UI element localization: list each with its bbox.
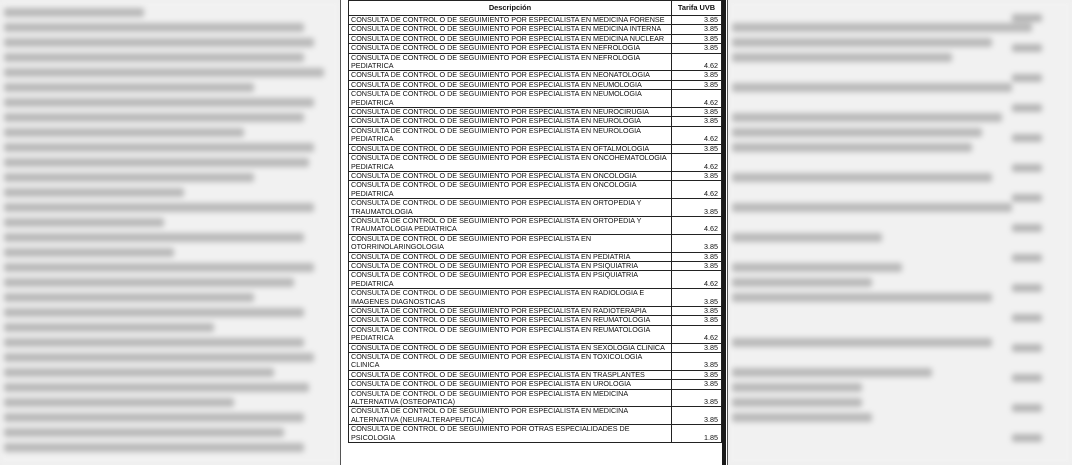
blurred-text-line	[1012, 434, 1042, 442]
blurred-text-line	[732, 338, 992, 347]
row-description: CONSULTA DE CONTROL O DE SEGUIMIENTO POR ESPECIALISTA EN NEUMOLOGIA PEDIATRICA	[349, 90, 672, 108]
table-row	[349, 353, 722, 371]
blurred-text-line	[1012, 284, 1042, 292]
table-row	[349, 316, 722, 325]
table-row	[349, 216, 722, 234]
row-price: 4.62	[672, 90, 722, 108]
row-description: CONSULTA DE CONTROL O DE SEGUIMIENTO POR ESPECIALISTA EN MEDICINA FORENSE	[349, 16, 672, 25]
row-description: CONSULTA DE CONTROL O DE SEGUIMIENTO POR ESPECIALISTA EN PSIQUIATRIA PEDIATRICA	[349, 271, 672, 289]
row-description: CONSULTA DE CONTROL O DE SEGUIMIENTO POR ESPECIALISTA EN OTORRINOLARINGOLOGIA	[349, 234, 672, 252]
blurred-text-line	[4, 428, 284, 437]
table-row	[349, 126, 722, 144]
row-price: 3.85	[672, 108, 722, 117]
table-row	[349, 181, 722, 199]
blurred-text-line	[732, 53, 952, 62]
blurred-text-line	[1012, 404, 1042, 412]
row-price: 3.85	[672, 252, 722, 261]
row-description: CONSULTA DE CONTROL O DE SEGUIMIENTO POR ESPECIALISTA EN OFTALMOLOGIA	[349, 144, 672, 153]
blurred-text-line	[4, 323, 214, 332]
row-description: CONSULTA DE CONTROL O DE SEGUIMIENTO POR ESPECIALISTA EN MEDICINA NUCLEAR	[349, 34, 672, 43]
row-description: CONSULTA DE CONTROL O DE SEGUIMIENTO POR ESPECIALISTA EN RADIOLOGIA E IMAGENES DIAGNOSTICAS	[349, 289, 672, 307]
row-description: CONSULTA DE CONTROL O DE SEGUIMIENTO POR ESPECIALISTA EN PSIQUIATRIA	[349, 261, 672, 270]
blurred-right-page	[728, 0, 1072, 465]
table-row	[349, 117, 722, 126]
row-description: CONSULTA DE CONTROL O DE SEGUIMIENTO POR ESPECIALISTA EN NEONATOLOGIA	[349, 71, 672, 80]
blurred-text-line	[1012, 134, 1042, 142]
blurred-text-line	[732, 173, 992, 182]
row-price: 3.85	[672, 117, 722, 126]
blurred-text-line	[732, 233, 882, 242]
table-row	[349, 71, 722, 80]
blurred-text-line	[732, 83, 1012, 92]
row-price: 3.85	[672, 307, 722, 316]
blurred-text-line	[1012, 314, 1042, 322]
blurred-text-line	[4, 143, 314, 152]
blurred-text-line	[732, 398, 862, 407]
blurred-text-line	[1012, 194, 1042, 202]
row-description: CONSULTA DE CONTROL O DE SEGUIMIENTO POR ESPECIALISTA EN NEUROLOGIA	[349, 117, 672, 126]
row-price: 4.62	[672, 216, 722, 234]
blurred-text-line	[732, 383, 862, 392]
table-body	[349, 16, 722, 443]
row-price: 3.85	[672, 44, 722, 53]
blurred-text-line	[4, 8, 144, 17]
row-description: CONSULTA DE CONTROL O DE SEGUIMIENTO POR ESPECIALISTA EN NEFROLOGIA	[349, 44, 672, 53]
blurred-text-line	[4, 68, 324, 77]
table-row	[349, 289, 722, 307]
column-header-price: Tarifa UVB	[672, 1, 722, 16]
row-description: CONSULTA DE CONTROL O DE SEGUIMIENTO POR ESPECIALISTA EN MEDICINA ALTERNATIVA (NEURALTERAPEUTICA)	[349, 407, 672, 425]
row-description: CONSULTA DE CONTROL O DE SEGUIMIENTO POR ESPECIALISTA EN PEDIATRIA	[349, 252, 672, 261]
blurred-text-line	[4, 263, 314, 272]
row-price: 3.85	[672, 80, 722, 89]
blurred-left-page	[0, 0, 340, 465]
blurred-text-line	[4, 383, 309, 392]
row-price: 3.85	[672, 343, 722, 352]
row-price: 4.62	[672, 126, 722, 144]
blurred-text-line	[4, 233, 304, 242]
blurred-text-line	[732, 413, 872, 422]
blurred-text-line	[4, 53, 304, 62]
row-description: CONSULTA DE CONTROL O DE SEGUIMIENTO POR ESPECIALISTA EN REUMATOLOGIA PEDIATRICA	[349, 325, 672, 343]
blurred-text-line	[4, 83, 254, 92]
blurred-text-line	[1012, 104, 1042, 112]
blurred-text-line	[1012, 374, 1042, 382]
row-price: 3.85	[672, 316, 722, 325]
blurred-text-line	[4, 113, 304, 122]
blurred-text-line	[4, 173, 254, 182]
blurred-text-line	[732, 23, 1032, 32]
blurred-text-line	[732, 143, 972, 152]
blurred-text-line	[732, 278, 872, 287]
blurred-text-line	[1012, 14, 1042, 22]
blurred-text-line	[732, 128, 982, 137]
row-description: CONSULTA DE CONTROL O DE SEGUIMIENTO POR ESPECIALISTA EN RADIOTERAPIA	[349, 307, 672, 316]
row-description: CONSULTA DE CONTROL O DE SEGUIMIENTO POR ESPECIALISTA EN SEXOLOGIA CLINICA	[349, 343, 672, 352]
row-price: 3.85	[672, 380, 722, 389]
row-price: 3.85	[672, 171, 722, 180]
blurred-text-line	[4, 293, 254, 302]
blurred-text-line	[4, 413, 304, 422]
blurred-text-line	[732, 263, 902, 272]
row-price: 3.85	[672, 370, 722, 379]
row-description: CONSULTA DE CONTROL O DE SEGUIMIENTO POR ESPECIALISTA EN ORTOPEDIA Y TRAUMATOLOGIA PEDIATRICA	[349, 216, 672, 234]
row-description: CONSULTA DE CONTROL O DE SEGUIMIENTO POR ESPECIALISTA EN NEUMOLOGIA	[349, 80, 672, 89]
row-price: 3.85	[672, 407, 722, 425]
document-page	[340, 0, 728, 465]
blurred-text-line	[4, 188, 184, 197]
row-price: 3.85	[672, 353, 722, 371]
blurred-text-line	[4, 338, 304, 347]
row-price: 3.85	[672, 389, 722, 407]
row-price: 4.62	[672, 154, 722, 172]
row-description: CONSULTA DE CONTROL O DE SEGUIMIENTO POR ESPECIALISTA EN UROLOGIA	[349, 380, 672, 389]
blurred-text-line	[4, 128, 244, 137]
table-row	[349, 234, 722, 252]
blurred-text-line	[1012, 44, 1042, 52]
blurred-text-line	[1012, 344, 1042, 352]
row-price: 3.85	[672, 16, 722, 25]
blurred-text-line	[4, 398, 234, 407]
row-price: 3.85	[672, 234, 722, 252]
row-price: 3.85	[672, 199, 722, 217]
row-description: CONSULTA DE CONTROL O DE SEGUIMIENTO POR ESPECIALISTA EN REUMATOLOGIA	[349, 316, 672, 325]
table-row	[349, 199, 722, 217]
table-row	[349, 325, 722, 343]
tariff-table	[348, 0, 722, 443]
column-header-description: Descripción	[349, 1, 672, 16]
row-description: CONSULTA DE CONTROL O DE SEGUIMIENTO POR ESPECIALISTA EN TRASPLANTES	[349, 370, 672, 379]
row-price: 3.85	[672, 144, 722, 153]
row-price: 4.62	[672, 53, 722, 71]
table-row	[349, 53, 722, 71]
table-row	[349, 407, 722, 425]
row-description: CONSULTA DE CONTROL O DE SEGUIMIENTO POR ESPECIALISTA EN MEDICINA INTERNA	[349, 25, 672, 34]
row-price: 4.62	[672, 181, 722, 199]
blurred-text-line	[1012, 74, 1042, 82]
row-description: CONSULTA DE CONTROL O DE SEGUIMIENTO POR ESPECIALISTA EN ONCOLOGIA PEDIATRICA	[349, 181, 672, 199]
table-row	[349, 90, 722, 108]
row-description: CONSULTA DE CONTROL O DE SEGUIMIENTO POR ESPECIALISTA EN NEUROLOGIA PEDIATRICA	[349, 126, 672, 144]
table-row	[349, 44, 722, 53]
blurred-text-line	[732, 38, 992, 47]
row-description: CONSULTA DE CONTROL O DE SEGUIMIENTO POR ESPECIALISTA EN ONCOHEMATOLOGIA PEDIATRICA	[349, 154, 672, 172]
row-price: 3.85	[672, 25, 722, 34]
table-row	[349, 271, 722, 289]
blurred-text-line	[4, 38, 314, 47]
blurred-text-line	[732, 113, 1002, 122]
blurred-text-line	[4, 98, 314, 107]
blurred-text-line	[1012, 164, 1042, 172]
row-price: 4.62	[672, 271, 722, 289]
blurred-text-line	[1012, 254, 1042, 262]
blurred-text-line	[4, 218, 164, 227]
blurred-text-line	[4, 248, 174, 257]
row-description: CONSULTA DE CONTROL O DE SEGUIMIENTO POR ESPECIALISTA EN ORTOPEDIA Y TRAUMATOLOGIA	[349, 199, 672, 217]
row-price: 3.85	[672, 34, 722, 43]
blurred-text-line	[732, 293, 992, 302]
table-row	[349, 25, 722, 34]
row-price: 4.62	[672, 325, 722, 343]
blurred-text-line	[4, 278, 294, 287]
blurred-text-line	[4, 443, 304, 452]
blurred-text-line	[4, 353, 314, 362]
blurred-text-line	[732, 203, 1012, 212]
row-price: 3.85	[672, 261, 722, 270]
table-row	[349, 389, 722, 407]
row-description: CONSULTA DE CONTROL O DE SEGUIMIENTO POR OTRAS ESPECIALIDADES DE PSICOLOGIA	[349, 425, 672, 443]
row-description: CONSULTA DE CONTROL O DE SEGUIMIENTO POR ESPECIALISTA EN NEFROLOGIA PEDIATRICA	[349, 53, 672, 71]
table-row	[349, 425, 722, 443]
blurred-text-line	[4, 203, 314, 212]
row-description: CONSULTA DE CONTROL O DE SEGUIMIENTO POR ESPECIALISTA EN ONCOLOGIA	[349, 171, 672, 180]
row-description: CONSULTA DE CONTROL O DE SEGUIMIENTO POR ESPECIALISTA EN TOXICOLOGIA CLINICA	[349, 353, 672, 371]
row-price: 3.85	[672, 71, 722, 80]
page-frame-edge	[722, 0, 726, 465]
blurred-text-line	[732, 368, 932, 377]
blurred-text-line	[4, 23, 304, 32]
row-description: CONSULTA DE CONTROL O DE SEGUIMIENTO POR ESPECIALISTA EN NEUROCIRUGIA	[349, 108, 672, 117]
blurred-text-line	[4, 158, 309, 167]
row-description: CONSULTA DE CONTROL O DE SEGUIMIENTO POR ESPECIALISTA EN MEDICINA ALTERNATIVA (OSTEOPATICA)	[349, 389, 672, 407]
blurred-text-line	[1012, 224, 1042, 232]
table-header-row	[349, 1, 722, 16]
blurred-text-line	[4, 308, 304, 317]
row-price: 1.85	[672, 425, 722, 443]
blurred-text-line	[4, 368, 274, 377]
row-price: 3.85	[672, 289, 722, 307]
table-row	[349, 154, 722, 172]
table-row	[349, 380, 722, 389]
